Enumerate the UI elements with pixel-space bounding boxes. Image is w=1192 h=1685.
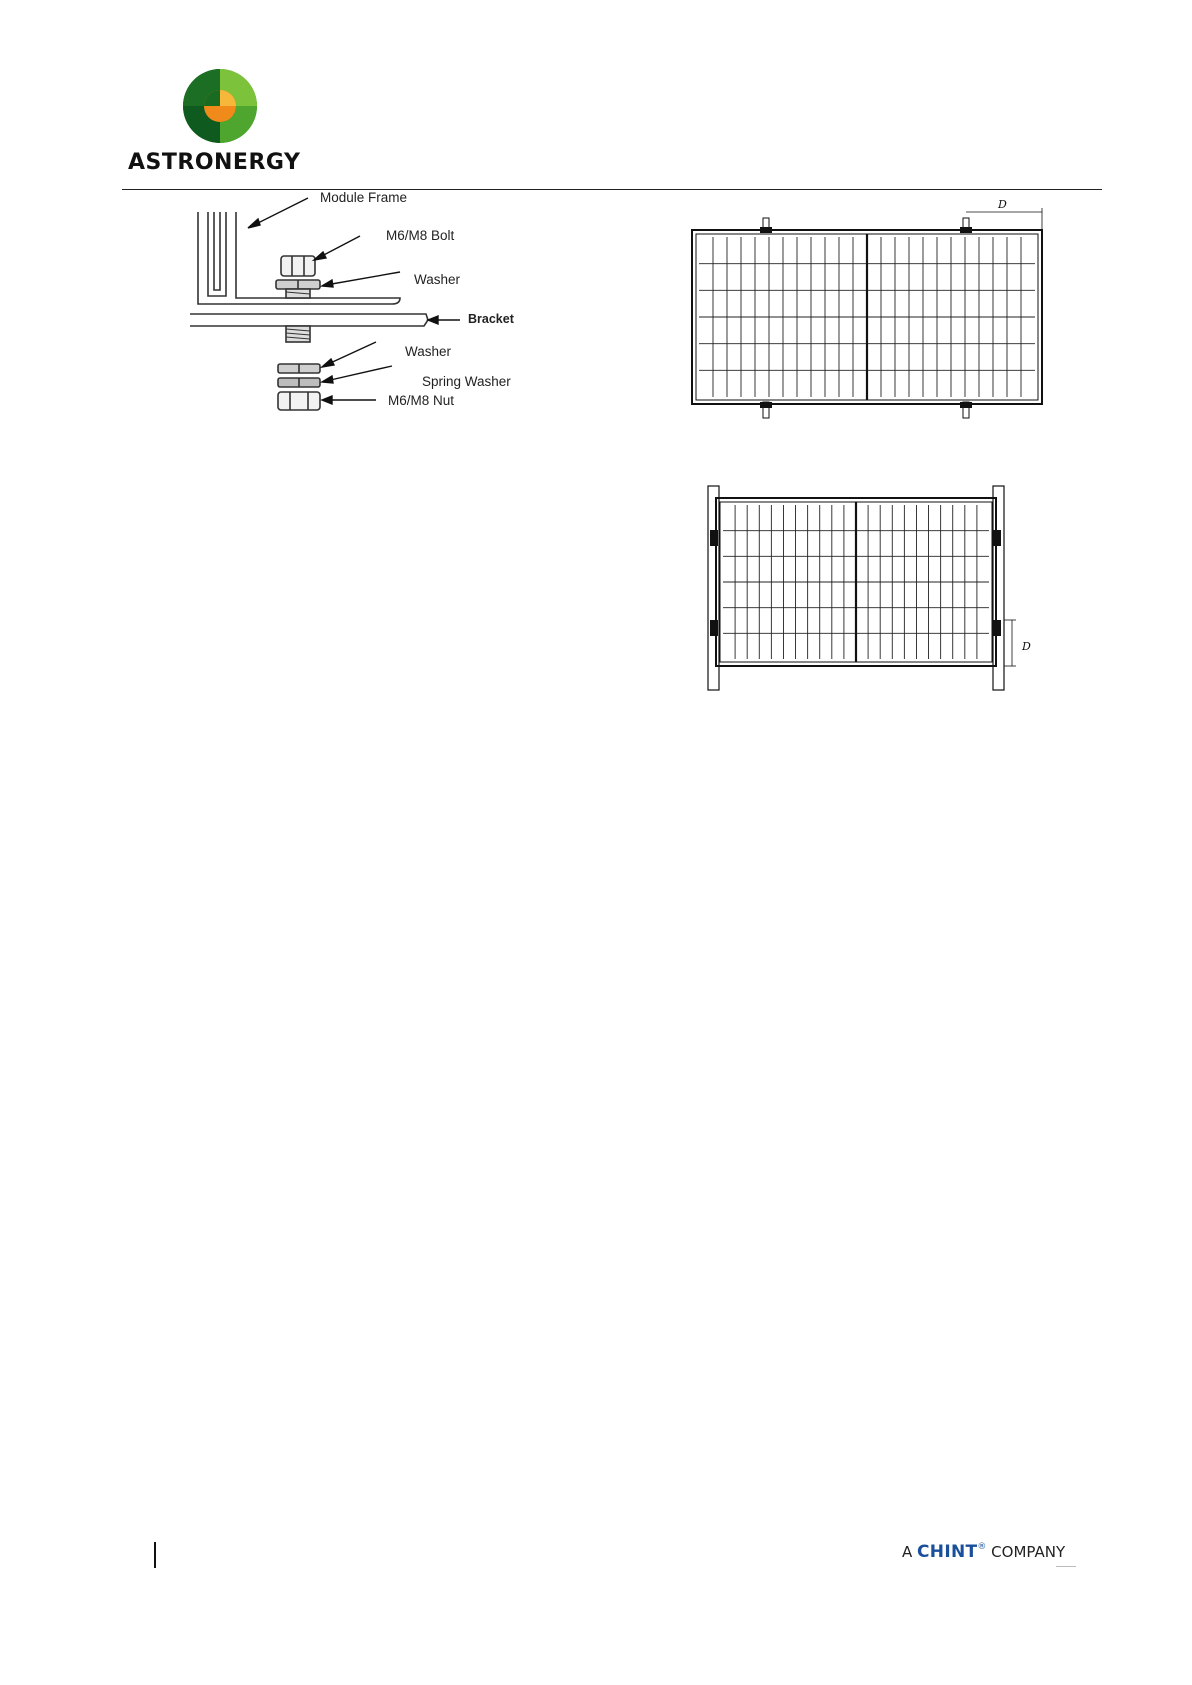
footer-brand-suffix: COMPANY	[986, 1543, 1066, 1561]
logo-mark-icon	[180, 66, 260, 146]
label-nut: M6/M8 Nut	[388, 393, 455, 408]
solar-panel-drawing-side	[700, 482, 1036, 694]
label-washer-bottom: Washer	[405, 344, 452, 359]
label-spring-washer: Spring Washer	[422, 374, 511, 389]
footer-brand-prefix: A	[902, 1543, 918, 1561]
footer-page-marker	[154, 1542, 156, 1568]
label-bolt: M6/M8 Bolt	[386, 228, 455, 243]
label-bracket: Bracket	[468, 312, 514, 326]
header-divider	[122, 189, 1102, 190]
registered-mark: ®	[977, 1542, 987, 1552]
label-module-frame: Module Frame	[320, 190, 408, 205]
dimension-d-side: D	[1022, 640, 1031, 653]
bolt-mounting-diagram	[178, 192, 538, 436]
footer-underline	[1056, 1566, 1076, 1567]
logo-wordmark: ASTRONERGY	[128, 150, 301, 175]
label-washer-top: Washer	[414, 272, 461, 287]
company-logo	[118, 66, 308, 178]
panel-mounting-top-view	[686, 200, 1050, 430]
chint-logo-text: CHINT	[917, 1542, 978, 1562]
footer-brand	[902, 1542, 1065, 1566]
panel-mounting-side-view	[700, 482, 1036, 694]
solar-panel-drawing-top	[686, 200, 1050, 430]
dimension-d-top: D	[998, 198, 1007, 211]
